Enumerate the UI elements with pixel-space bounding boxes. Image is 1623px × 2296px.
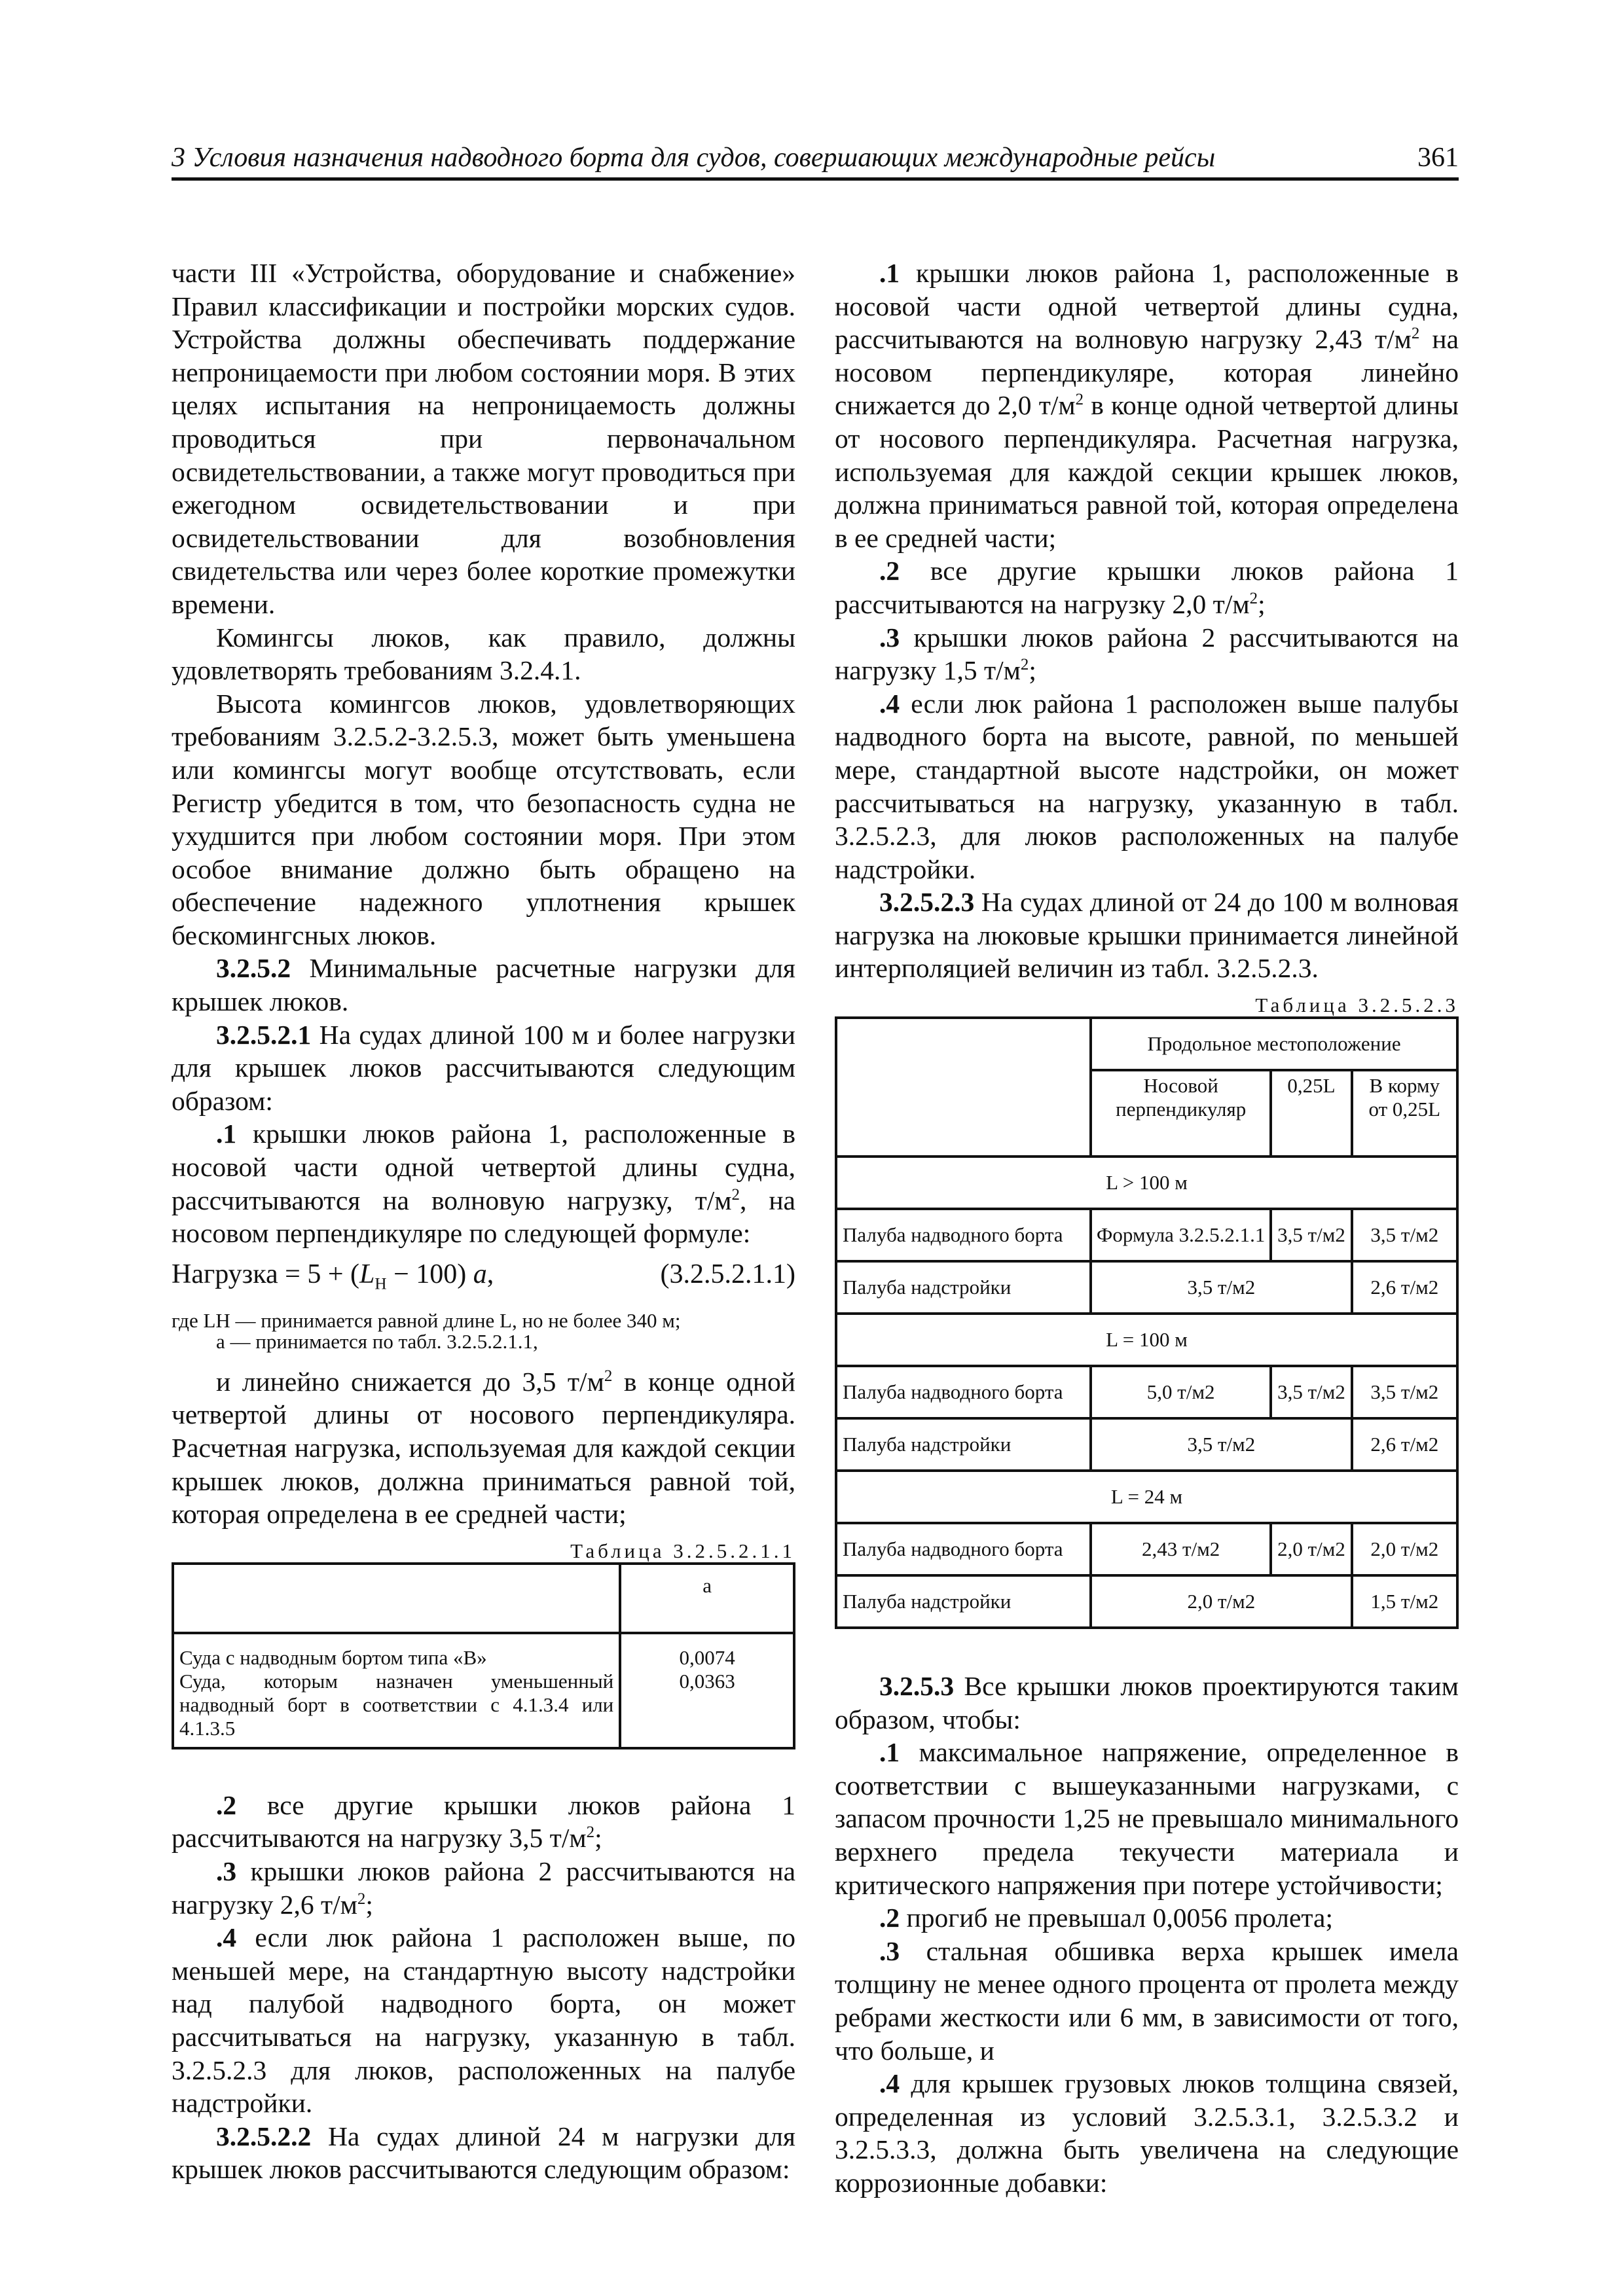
item-number: .2: [879, 556, 900, 586]
item-number: .3: [879, 622, 900, 653]
load-table: [835, 1016, 1459, 1629]
paragraph: .1 крышки люков района 1, расположенные в носовой части одной четвертой длины судна, рассчитываются на волновую нагрузку, $т/м^2$, на носовом перпендикуляре по следующей формуле:: [172, 1119, 795, 1249]
item-number: .1: [216, 1119, 237, 1149]
item-number: .2: [879, 1903, 900, 1933]
section-row: L = 24 м: [836, 1471, 1457, 1523]
paragraph: .2 все другие крышки люков района 1 рассчитываются на нагрузку 2,0 $т/м^2$;: [835, 556, 1459, 619]
table-cell: 3,5 т/м2: [1091, 1418, 1352, 1471]
paragraph-text: Минимальные расчетные нагрузки для крышек люков.: [172, 953, 795, 1017]
paragraph-text: прогиб не превышал 0,0056 пролета;: [900, 1903, 1333, 1933]
table-cell: 2,0 т/м2: [1271, 1523, 1351, 1575]
paragraph: Высота комингсов люков, удовлетворяющих требованиям 3.2.5.2-3.2.5.3, может быть уменьшена или комингсы могут вообще отсутствовать, если Регистр убедится в том, что безопасность судна не ухудшится при любом состоянии моря. При этом особое внимание должно быть обращено на обеспечение надежного уплотнения крышек бескомингсных люков.: [172, 688, 795, 950]
header-title: 3 Условия назначения надводного борта для судов, совершающих международные рейсы: [172, 143, 1216, 173]
item-number: .1: [879, 258, 900, 288]
table-header-group: Продольное местоположение: [1091, 1018, 1457, 1070]
formula-var: L: [359, 1259, 375, 1289]
section-number: 3.2.5.2.2: [216, 2121, 312, 2151]
paragraph-text: , на носовом перпендикуляре по следующей формуле:: [172, 1185, 795, 1249]
table-row: [836, 1575, 1457, 1628]
table-row: [836, 1366, 1457, 1418]
paragraph: [835, 1670, 1459, 1736]
table-cell: 2,6 т/м2: [1352, 1261, 1457, 1314]
cell-value: 0,0074: [679, 1645, 735, 1669]
table-header: 0,25L: [1271, 1070, 1351, 1157]
paragraph-text: ;: [365, 1889, 373, 1920]
paragraph-text: для крышек грузовых люков толщина связей, определенная из условий 3.2.5.3.1, 3.2.5.3.2 и 3.2.5.3.3, должна быть увеличена на следующие коррозионные добавки:: [835, 2068, 1459, 2198]
paragraph: [835, 2067, 1459, 2199]
item-number: .4: [879, 2068, 900, 2099]
paragraph: .1 крышки люков района 1, расположенные в носовой части одной четвертой длины судна, рассчитываются на волновую нагрузку 2,43 $т/м^2$ на носовом перпендикуляре, которая линейно снижается до 2,0 $т/м^2$ в конце одной четвертой длины от носового перпендикуляра. Расчетная нагрузка, используемая для каждой секции крышек люков, должна приниматься равной той, которая определена в ее средней части;: [835, 258, 1459, 553]
table-cell: Формула 3.2.5.2.1.1: [1091, 1209, 1271, 1261]
paragraph-text: крышки люков района 1, расположенные в носовой части одной четвертой длины судна, рассчитываются на волновую нагрузку 2,43 т/м: [835, 258, 1459, 355]
paragraph-text: стальная обшивка верха крышек имела толщину не менее одного процента от пролета между ребрами жесткости или 6 мм, в зависимости от того, что больше, и: [835, 1935, 1459, 2066]
paragraph-text: ;: [594, 1823, 602, 1854]
table-cell: 2,0 т/м2: [1091, 1575, 1352, 1628]
table-cell: 3,5 т/м2: [1352, 1209, 1457, 1261]
paragraph: [835, 1736, 1459, 1901]
formula-legend: [172, 1310, 795, 1352]
formula: [172, 1258, 795, 1301]
table-row: [836, 1209, 1457, 1261]
paragraph: .3 крышки люков района 2 рассчитываются на нагрузку 1,5 $т/м^2$;: [835, 622, 1459, 686]
paragraph-text: на носовом перпендикуляре, которая линейно снижается до 2,0 т/м: [835, 324, 1459, 421]
formula-sub: H: [374, 1275, 387, 1293]
legend-line: где LH — принимается равной длине L, но не более 340 м;: [172, 1308, 681, 1332]
formula-number: (3.2.5.2.1.1): [660, 1259, 795, 1289]
section-number: 3.2.5.2.3: [879, 887, 975, 918]
paragraph: [835, 1935, 1459, 2067]
table-header: a: [620, 1564, 794, 1633]
table-cell: 3,5 т/м2: [1271, 1366, 1351, 1418]
paragraph-text: крышки люков района 1, расположенные в носовой части одной четвертой длины судна, рассчитываются на волновую нагрузку, т/м: [172, 1119, 795, 1215]
formula-part: − 100): [386, 1259, 473, 1289]
paragraph-text: максимальное напряжение, определенное в соответствии с вышеуказанными нагрузками, с запасом прочности 1,25 не превышало минимального верхнего предела текучести материала и критического напряжения при потере устойчивости;: [835, 1737, 1459, 1900]
paragraph: и линейно снижается до 3,5 $т/м^2$ в конце одной четвертой длины от носового перпендикуляра. Расчетная нагрузка, используемая для каждой секции крышек люков, должна приниматься равной той, которая определена в ее средней части;: [172, 1366, 795, 1530]
row-label: Палуба надстройки: [836, 1418, 1091, 1471]
item-number: .3: [879, 1935, 900, 1966]
paragraph: [835, 687, 1459, 886]
paragraph-text: На судах длиной 100 м и более нагрузки для крышек люков рассчитываются следующим образом:: [172, 1019, 795, 1116]
row-label: Палуба надстройки: [836, 1261, 1091, 1314]
row-label: Палуба надстройки: [836, 1575, 1091, 1628]
table-row: [836, 1261, 1457, 1314]
paragraph: части III «Устройства, оборудование и снабжение» Правил классификации и постройки морских судов. Устройства должны обеспечивать поддержание непроницаемости при любом состоянии моря. В этих целях испытания на непроницаемость должны проводиться при первоначальном освидетельствовании, а также могут проводиться при ежегодном освидетельствовании и при освидетельствовании для возобновления свидетельства или через более короткие промежутки времени.: [172, 258, 795, 619]
left-column: [172, 257, 795, 2186]
right-column: [835, 257, 1459, 2200]
table-header: В корму от 0,25L: [1352, 1070, 1457, 1157]
table-cell: [173, 1633, 620, 1748]
row-label: Палуба надводного борта: [836, 1366, 1091, 1418]
item-number: .3: [216, 1856, 237, 1886]
row-label: Суда с надводным бортом типа «B»: [179, 1645, 487, 1669]
paragraph-text: если люк района 1 расположен выше, по меньшей мере, на стандартную высоту надстройки над палубой надводного борта, он может рассчитываться на нагрузку, указанную в табл. 3.2.5.2.3 для люков, расположенных на палубе надстройки.: [172, 1922, 795, 2119]
row-label: Палуба надводного борта: [836, 1523, 1091, 1575]
paragraph: [835, 886, 1459, 985]
paragraph-text: ;: [1029, 655, 1036, 686]
table-cell: 5,0 т/м2: [1091, 1366, 1271, 1418]
row-label: Палуба надводного борта: [836, 1209, 1091, 1261]
section-row: L = 100 м: [836, 1314, 1457, 1366]
paragraph: [835, 1901, 1459, 1935]
page-number: 361: [1417, 143, 1459, 173]
running-header: [172, 141, 1459, 181]
paragraph-text: крышки люков района 2 рассчитываются на нагрузку 1,5 т/м: [835, 622, 1459, 686]
paragraph-text: Все крышки люков проектируются таким образом, чтобы:: [835, 1671, 1459, 1734]
section-row: L > 100 м: [836, 1157, 1457, 1209]
table-caption: Таблица 3.2.5.2.1.1: [570, 1539, 795, 1562]
paragraph: [172, 952, 795, 1018]
paragraph-text: все другие крышки люков района 1 рассчитываются на нагрузку 3,5 т/м: [172, 1789, 795, 1854]
formula-part: ,: [486, 1259, 494, 1289]
item-number: .4: [216, 1922, 237, 1953]
item-number: .1: [879, 1737, 900, 1768]
table-row: [836, 1418, 1457, 1471]
table-cell: 3,5 т/м2: [1271, 1209, 1351, 1261]
item-number: .2: [216, 1789, 237, 1820]
paragraph-text: в конце одной четвертой длины от носового перпендикуляра. Расчетная нагрузка, используемая для каждой секции крышек люков, должна приниматься равной той, которая определена в ее средней части;: [172, 1366, 795, 1530]
table-cell: 2,0 т/м2: [1352, 1523, 1457, 1575]
coefficient-table: [172, 1562, 795, 1749]
section-number: 3.2.5.2.1: [216, 1019, 312, 1050]
paragraph-text: в конце одной четвертой длины от носового перпендикуляра. Расчетная нагрузка, используемая для каждой секции крышек люков, должна приниматься равной той, которая определена в ее средней части;: [835, 390, 1459, 553]
formula-var: a: [473, 1259, 487, 1289]
paragraph-text: крышки люков района 2 рассчитываются на нагрузку 2,6 т/м: [172, 1856, 795, 1920]
paragraph-text: На судах длиной 24 м нагрузки для крышек люков рассчитываются следующим образом:: [172, 2121, 795, 2185]
table-cell: 3,5 т/м2: [1352, 1366, 1457, 1418]
table-cell: [620, 1633, 794, 1748]
table-header-empty: [173, 1564, 620, 1633]
paragraph-text: все другие крышки люков района 1 рассчитываются на нагрузку 2,0 т/м: [835, 556, 1459, 619]
table-header-empty: [836, 1018, 1091, 1157]
section-number: 3.2.5.2: [216, 953, 291, 984]
legend-line: a — принимается по табл. 3.2.5.2.1.1,: [216, 1329, 538, 1353]
cell-value: 0,0363: [679, 1669, 735, 1693]
table-cell: 3,5 т/м2: [1091, 1261, 1352, 1314]
table-cell: 1,5 т/м2: [1352, 1575, 1457, 1628]
paragraph: Комингсы люков, как правило, должны удовлетворять требованиям 3.2.4.1.: [172, 622, 795, 686]
formula-part: Нагрузка = 5 + (: [172, 1259, 360, 1289]
formula-expression: [172, 1258, 494, 1301]
paragraph-text: На судах длиной от 24 до 100 м волновая нагрузка на люковые крышки принимается линейной интерполяцией величин из табл. 3.2.5.2.3.: [835, 887, 1459, 984]
row-label: Суда, которым назначен уменьшенный надводный борт в соответствии с 4.1.3.4 или 4.1.3.5: [179, 1669, 614, 1740]
table-caption: Таблица 3.2.5.2.3: [1255, 994, 1459, 1017]
paragraph: [172, 2120, 795, 2186]
section-number: 3.2.5.3: [879, 1671, 955, 1702]
table-cell: 2,43 т/м2: [1091, 1523, 1271, 1575]
paragraph: .2 все другие крышки люков района 1 рассчитываются на нагрузку 3,5 $т/м^2$;: [172, 1789, 795, 1854]
table-header: Носовой перпендикуляр: [1091, 1070, 1271, 1157]
item-number: .4: [879, 688, 900, 719]
paragraph: [172, 1018, 795, 1118]
paragraph: [172, 1921, 795, 2120]
paragraph-text: ;: [1258, 588, 1266, 619]
paragraph-text: и линейно снижается до 3,5 т/м: [216, 1366, 604, 1397]
table-row: [836, 1523, 1457, 1575]
paragraph-text: если люк района 1 расположен выше палубы надводного борта на высоте, равной, по меньшей мере, стандартной высоте надстройки, он может рассчитываться на нагрузку, указанную в табл. 3.2.5.2.3, для люков расположенных на палубе надстройки.: [835, 688, 1459, 884]
paragraph: .3 крышки люков района 2 рассчитываются на нагрузку 2,6 $т/м^2$;: [172, 1856, 795, 1920]
table-cell: 2,6 т/м2: [1352, 1418, 1457, 1471]
